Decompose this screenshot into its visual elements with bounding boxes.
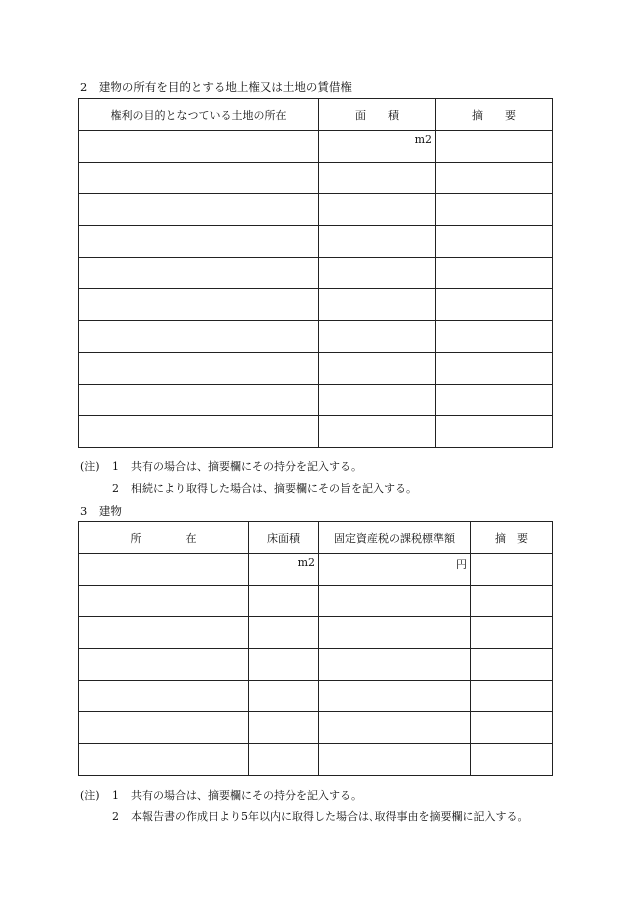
header-area: 面 積 (319, 99, 436, 131)
table-cell[interactable] (436, 257, 553, 289)
table-cell[interactable] (319, 194, 436, 226)
table-row (79, 162, 553, 194)
table-row (79, 649, 553, 681)
leasehold-land-table (78, 98, 553, 448)
table-row (79, 680, 553, 712)
table-cell[interactable] (79, 617, 249, 649)
table-cell[interactable] (436, 416, 553, 448)
table-row (79, 712, 553, 744)
table-cell[interactable] (436, 384, 553, 416)
table-row (79, 384, 553, 416)
table-cell[interactable] (319, 649, 471, 681)
header-tax-base-value: 固定資産税の課税標準額 (319, 522, 471, 554)
table-cell[interactable] (79, 194, 319, 226)
table-cell[interactable] (249, 617, 319, 649)
table-cell[interactable] (319, 617, 471, 649)
table-cell[interactable] (471, 585, 553, 617)
table-row (79, 226, 553, 258)
table-cell[interactable] (79, 226, 319, 258)
note-text: 相続により取得した場合は、摘要欄にその旨を記入する。 (131, 482, 417, 495)
table-cell[interactable] (79, 289, 319, 321)
note-number: 1 (112, 789, 119, 802)
table-row (79, 744, 553, 776)
table-cell[interactable] (319, 585, 471, 617)
table-cell[interactable] (79, 712, 249, 744)
table-cell[interactable] (79, 321, 319, 353)
note-number: 2 (112, 810, 119, 823)
table-cell[interactable] (471, 649, 553, 681)
table-cell[interactable] (79, 649, 249, 681)
table-cell[interactable] (436, 162, 553, 194)
table-row (79, 585, 553, 617)
header-location: 所 在 (79, 522, 249, 554)
table-cell[interactable] (79, 352, 319, 384)
table-row (79, 416, 553, 448)
building-table (78, 521, 553, 776)
table-cell[interactable] (471, 712, 553, 744)
table-cell[interactable] (436, 321, 553, 353)
table-cell[interactable] (79, 384, 319, 416)
table-cell[interactable] (79, 131, 319, 163)
table-row (79, 194, 553, 226)
table-cell[interactable] (319, 384, 436, 416)
floor-area-unit-label[interactable]: m2 (249, 554, 319, 586)
table-cell[interactable] (79, 585, 249, 617)
table-cell[interactable] (436, 131, 553, 163)
table-cell[interactable] (79, 554, 249, 586)
note-number: 2 (112, 482, 119, 495)
table-cell[interactable] (319, 744, 471, 776)
table-cell[interactable] (319, 226, 436, 258)
table-cell[interactable] (249, 680, 319, 712)
table-cell[interactable] (319, 257, 436, 289)
table-cell[interactable] (319, 289, 436, 321)
table-cell[interactable] (319, 416, 436, 448)
table-cell[interactable] (249, 649, 319, 681)
table-row (79, 554, 553, 586)
table-cell[interactable] (471, 617, 553, 649)
table-cell[interactable] (79, 744, 249, 776)
note-prefix: (注) (80, 460, 100, 473)
table-cell[interactable] (79, 162, 319, 194)
note-text: 本報告書の作成日より5年以内に取得した場合は､取得事由を摘要欄に記入する。 (131, 810, 529, 823)
table-row (79, 352, 553, 384)
yen-unit-label[interactable]: 円 (319, 554, 471, 586)
table-header-row (79, 99, 553, 131)
table-cell[interactable] (319, 680, 471, 712)
table-cell[interactable] (436, 226, 553, 258)
table-cell[interactable] (249, 712, 319, 744)
table-row (79, 257, 553, 289)
table-cell[interactable] (249, 744, 319, 776)
note-text: 共有の場合は、摘要欄にその持分を記入する。 (131, 460, 362, 473)
section-3-title: 3 建物 (80, 504, 122, 518)
note-prefix: (注) (80, 789, 100, 802)
table-cell[interactable] (471, 554, 553, 586)
table-cell[interactable] (79, 680, 249, 712)
table-cell[interactable] (436, 289, 553, 321)
header-floor-area: 床面積 (249, 522, 319, 554)
table-cell[interactable] (436, 194, 553, 226)
table-row (79, 321, 553, 353)
header-land-location: 権利の目的となつている土地の所在 (79, 99, 319, 131)
table-cell[interactable] (79, 416, 319, 448)
area-unit-label[interactable]: m2 (319, 131, 436, 163)
header-remarks: 摘 要 (436, 99, 553, 131)
note-number: 1 (112, 460, 119, 473)
table-cell[interactable] (249, 585, 319, 617)
table-cell[interactable] (319, 352, 436, 384)
table-row (79, 289, 553, 321)
section-2-title: 2 建物の所有を目的とする地上権又は土地の賃借権 (80, 80, 352, 94)
table-cell[interactable] (471, 680, 553, 712)
table-cell[interactable] (319, 162, 436, 194)
table-header-row (79, 522, 553, 554)
table-cell[interactable] (471, 744, 553, 776)
table-row (79, 617, 553, 649)
header-remarks: 摘 要 (471, 522, 553, 554)
table-cell[interactable] (319, 321, 436, 353)
table-cell[interactable] (436, 352, 553, 384)
table-cell[interactable] (79, 257, 319, 289)
note-text: 共有の場合は、摘要欄にその持分を記入する。 (131, 789, 362, 802)
table-cell[interactable] (319, 712, 471, 744)
table-row (79, 131, 553, 163)
